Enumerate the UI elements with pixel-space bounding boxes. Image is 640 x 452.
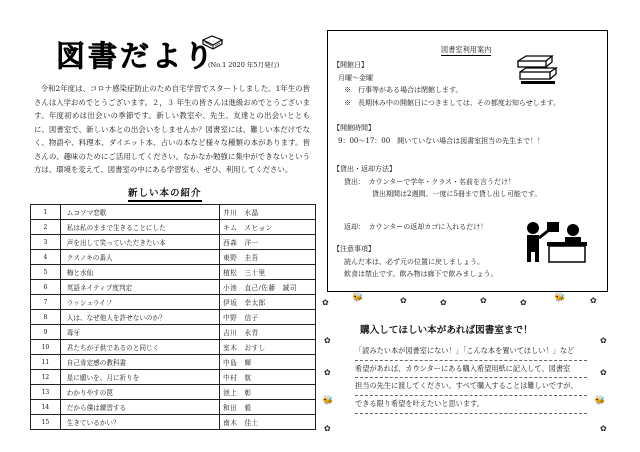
book-number: 14 [31, 400, 61, 415]
caution-label: 【注意事項】 [333, 245, 375, 253]
table-row [31, 415, 316, 430]
book-title: だから僕は練習する [60, 400, 219, 415]
request-line: できる限り希望を叶えたいと思います。 [355, 396, 587, 414]
book-title: 生きているかい？ [60, 415, 219, 430]
book-number: 1 [31, 205, 61, 220]
new-books-table [30, 204, 316, 430]
flower-icon: ✿ [322, 298, 329, 307]
flower-icon: ✿ [400, 296, 407, 305]
book-number: 7 [31, 295, 61, 310]
book-number: 9 [31, 325, 61, 340]
flower-icon: ✿ [440, 298, 447, 307]
book-icon [200, 32, 226, 54]
table-row [31, 340, 316, 355]
open-days-value: 月曜～金曜 [338, 73, 373, 82]
flower-icon: ✿ [600, 336, 607, 345]
flower-icon: ✿ [600, 368, 607, 377]
book-author: 中島 輝 [220, 355, 316, 370]
book-author: 室木 おすし [220, 340, 316, 355]
flower-icon: ✿ [324, 424, 331, 433]
lend-method: 貸出： カウンターで学年・クラス・名前を言うだけ！ [344, 177, 516, 186]
flower-icon: ✿ [600, 424, 607, 433]
open-days-section [333, 59, 560, 109]
bee-icon: 🐝 [594, 396, 606, 406]
book-author: 和田 毅 [220, 400, 316, 415]
book-title: 星に願いを、月に祈りを [60, 370, 219, 385]
book-number: 2 [31, 220, 61, 235]
issue-info: (No.1 2020 年5月発行) [208, 61, 280, 69]
book-author: 南木 佳士 [220, 415, 316, 430]
flower-icon: ✿ [520, 298, 527, 307]
book-author: 伊坂 幸太郎 [220, 295, 316, 310]
request-line: 担当の先生に渡してください。すべて購入することは難しいですが、 [355, 378, 587, 396]
book-author: キム スヒョン [220, 220, 316, 235]
table-row [31, 355, 316, 370]
table-row [31, 235, 316, 250]
book-author: 中村 航 [220, 370, 316, 385]
book-number: 4 [31, 250, 61, 265]
book-title: 私は私のままで生きることにした [60, 220, 219, 235]
book-title: 自己肯定感の教科書 [60, 355, 219, 370]
new-books-heading: 新しい本の紹介 [128, 185, 202, 202]
book-title: 梅と水仙 [60, 265, 219, 280]
book-number: 11 [31, 355, 61, 370]
book-number: 12 [31, 370, 61, 385]
hours-value: 9：00～17：00 開いていない場合は図書室担当の先生まで！！ [338, 136, 545, 145]
flower-icon: ✿ [480, 296, 487, 305]
lend-detail: 貸出期間は2週間、一度に5冊まで貸し出し可能です。 [372, 190, 542, 198]
book-author: 井川 水晶 [220, 205, 316, 220]
book-author: 池上 彰 [220, 385, 316, 400]
caution-2: 飲食は禁止です。飲み物は廊下で飲みましょう。 [344, 270, 498, 278]
book-title: ラッシュライフ [60, 295, 219, 310]
request-line: 「読みたい本が図書室にない！」「こんな本を置いてほしい！」など [355, 343, 587, 361]
table-row [31, 310, 316, 325]
book-title: ムコソマ恋歌 [60, 205, 219, 220]
library-info-box [327, 30, 608, 292]
book-author: 植松 三十里 [220, 265, 316, 280]
book-author: 東野 圭吾 [220, 250, 316, 265]
request-line: 希望があれば、カウンターにある購入希望用紙に記入して、図書室 [355, 361, 587, 379]
book-title: 人は、なぜ他人を許せないのか？ [60, 310, 219, 325]
open-days-label: 【開館日】 [333, 61, 368, 69]
book-title: わかりやすの罠 [60, 385, 219, 400]
purchase-request-body [355, 343, 587, 414]
table-row [31, 250, 316, 265]
bee-icon: 🐝 [352, 293, 364, 303]
closed-note-1: ※ 行事等がある場合は閉館します。 [344, 86, 463, 94]
purchase-request-notice [322, 293, 614, 444]
book-number: 13 [31, 385, 61, 400]
bee-icon: 🐝 [554, 293, 566, 303]
flower-icon: ✿ [324, 368, 331, 377]
table-row [31, 370, 316, 385]
loan-section [333, 163, 541, 201]
book-title: 声を出して笑っていただきたい本 [60, 235, 219, 250]
book-author: 中野 信子 [220, 310, 316, 325]
book-author: 吉川 永青 [220, 325, 316, 340]
book-number: 10 [31, 340, 61, 355]
book-title: クスノキの番人 [60, 250, 219, 265]
table-row [31, 325, 316, 340]
closed-note-2: ※ 長期休み中の開館日につきましては、その都度お知らせします。 [344, 98, 561, 107]
book-number: 5 [31, 265, 61, 280]
hours-label: 【開館時間】 [333, 124, 375, 132]
table-row [31, 385, 316, 400]
flower-icon: ✿ [324, 336, 331, 345]
table-row [31, 205, 316, 220]
caution-1: 読んだ本は、必ず元の位置に戻しましょう。 [344, 257, 484, 266]
table-row [31, 280, 316, 295]
book-title: 毒牙 [60, 325, 219, 340]
table-row [31, 265, 316, 280]
table-row [31, 220, 316, 235]
newsletter-title: 図書だより [56, 38, 217, 73]
bee-icon: 🐝 [322, 396, 334, 406]
return-section [333, 221, 487, 234]
book-title: 英語ネイティブ度判定 [60, 280, 219, 295]
book-author: 小池 直己/佐藤 誠司 [220, 280, 316, 295]
table-row [31, 295, 316, 310]
book-author: 西森 洋一 [220, 235, 316, 250]
book-number: 15 [31, 415, 61, 430]
librarian-icon [521, 218, 589, 264]
intro-paragraph: 令和2年度は、コロナ感染症防止のため自宅学習でスタートしました。1年生の皆さんは入学おめでとうございます。２，３ 年生の皆さんは進級おめでとうございます。年度初めは出会いの季節です。新しい教室や、先生、友達との出会いとともに、図書室で、新しい本との出会いをしませんか？図書室には、難しい本だけでなく、物語や、料理本、ダイエット本、占いの本など様々な種類の本があります。皆さんの、趣味のためにご活用してください。なかなか勉強に集中ができないという方は、環境を変えて、図書室の中にある学習室も、ぜひ、利用してください。 [34, 84, 310, 174]
caution-section [333, 243, 497, 281]
book-title: 君たちが子供であるのと同じく [60, 340, 219, 355]
book-number: 6 [31, 280, 61, 295]
flower-icon: ✿ [590, 296, 597, 305]
library-info-heading: 図書室利用案内 [441, 45, 492, 54]
book-number: 8 [31, 310, 61, 325]
table-row [31, 400, 316, 415]
book-number: 3 [31, 235, 61, 250]
return-method: 返却： カウンターの返却カゴに入れるだけ！ [344, 223, 488, 231]
hours-section [333, 122, 544, 147]
loan-label: 【貸出・返却方法】 [333, 165, 396, 173]
purchase-request-heading: 購入してほしい本があれば図書室まで！ [360, 325, 533, 336]
